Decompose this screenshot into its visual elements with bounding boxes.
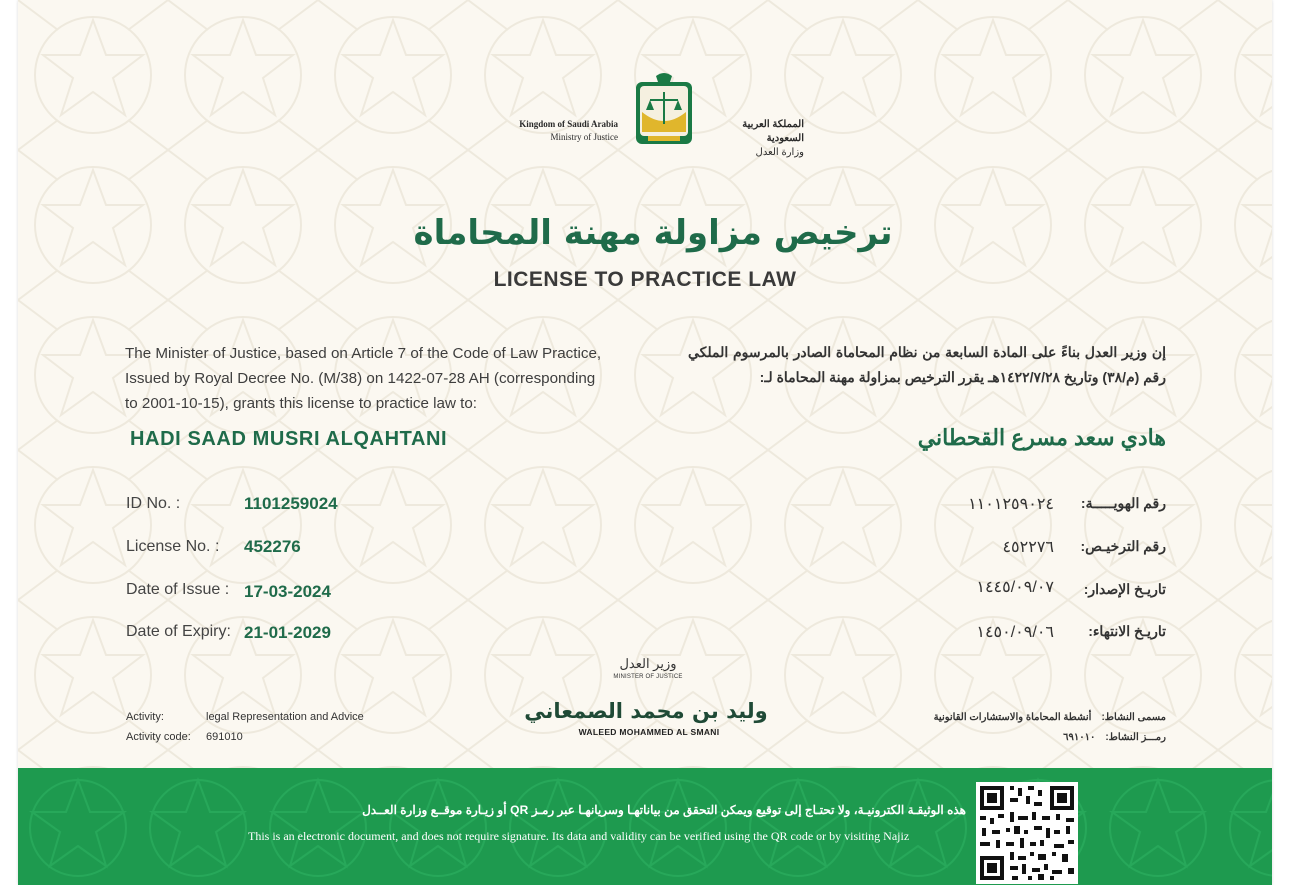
intro-line-2: Issued by Royal Decree No. (M/38) on 1422-07-28 AH (corresponding: [125, 370, 596, 387]
intro-line-3: to 2001-10-15), grants this license to practice law to:: [125, 395, 478, 412]
activity-code-value: 691010: [206, 731, 243, 743]
footer-pattern: [18, 768, 1272, 885]
holder-name-ar: هادي سعد مسرع القحطاني: [917, 425, 1166, 450]
expiry-date-label-ar: تاريـخ الانتهاء:: [1088, 623, 1166, 639]
verification-footer: [18, 768, 1272, 885]
issue-date-label-ar: تاريـخ الإصدار:: [1083, 581, 1166, 597]
activity-code-row: [126, 731, 243, 743]
license-value-ar: ٤٥٢٢٧٦: [1002, 539, 1054, 556]
id-value-ar: ١١٠١٢٥٩٠٢٤: [968, 496, 1054, 513]
intro-text-ar: إن وزير العدل بناءً على المادة السابعة من نظام المحاماة الصادر بالمرسوم الملكي رقم (م/٣٨) وتاريخ ١٤٢٢/٧/٢٨هـ يقرر الترخيص بمزاولة مهنة المحاماة لـ:: [688, 344, 1166, 385]
minister-title-ar: وزير العدل: [619, 656, 677, 671]
minister-signature: [524, 692, 768, 726]
activity-row: [126, 711, 364, 723]
license-certificate: [18, 0, 1272, 885]
activity-row-ar: [934, 712, 1166, 723]
activity-code-label: Activity code:: [126, 731, 191, 743]
issue-date-value: 17-03-2024: [244, 582, 331, 601]
issue-date-value-ar: ١٤٤٥/٠٩/٠٧: [976, 579, 1054, 596]
activity-code-label-ar: رمـــز النشاط:: [1105, 732, 1166, 743]
license-label-ar: رقم الترخيـص:: [1080, 538, 1166, 554]
activity-value-ar: أنشطة المحاماة والاستشارات القانونية: [933, 712, 1092, 723]
id-label-ar: رقم الهويـــــة:: [1080, 495, 1166, 511]
ministry-en: Ministry of Justice: [550, 132, 618, 142]
arabic-calligraphy-title: [413, 196, 893, 262]
activity-code-row-ar: [1063, 732, 1166, 743]
intro-line-1: The Minister of Justice, based on Article 7 of the Code of Law Practice,: [125, 345, 602, 362]
calligraphy-text: ترخيص مزاولة مهنة المحاماة: [413, 213, 893, 253]
activity-label-ar: مسمى النشاط:: [1101, 712, 1166, 723]
footer-note-ar: هذه الوثيقـة الكترونيـة، ولا تحتـاج إلى توقيع ويمكن التحقق من بياناتهـا وسريانهـا عبر رمـز QR أو زيـارة موقــع وزارة العــدل: [362, 803, 966, 817]
country-name-ar: المملكة العربية السعودية: [742, 119, 804, 144]
verification-qr-code[interactable]: [976, 782, 1078, 884]
country-name-en: Kingdom of Saudi Arabia: [519, 119, 618, 129]
minister-title-en: MINISTER OF JUSTICE: [613, 674, 683, 680]
minister-name-en: WALEED MOHAMMED AL SMANI: [578, 727, 720, 737]
id-label: ID No. :: [126, 495, 181, 512]
ministry-logo-block: [504, 72, 804, 158]
id-value: 1101259024: [244, 494, 338, 513]
holder-name-en: HADI SAAD MUSRI ALQAHTANI: [130, 428, 448, 450]
ministry-emblem-icon: [634, 72, 694, 148]
activity-value: legal Representation and Advice: [206, 711, 364, 723]
intro-text-en: [125, 341, 625, 416]
license-title-en: LICENSE TO PRACTICE LAW: [493, 268, 797, 291]
ministry-ar: وزارة العدل: [755, 147, 804, 158]
ministry-name-ar: [704, 118, 804, 160]
issue-date-label: Date of Issue :: [126, 581, 230, 598]
ministry-name-en: [519, 118, 618, 144]
minister-title: [588, 656, 708, 680]
license-label: License No. :: [126, 538, 220, 555]
signature-text: وليد بن محمد الصمعاني: [524, 699, 768, 723]
expiry-date-value-ar: ١٤٥٠/٠٩/٠٦: [976, 624, 1054, 641]
expiry-date-value: 21-01-2029: [244, 623, 331, 642]
activity-label: Activity:: [126, 711, 164, 723]
footer-note-en: This is an electronic document, and does not require signature. Its data and validity can be verified using the QR code or by visiting Najiz: [248, 829, 910, 843]
activity-code-value-ar: ٦٩١٠١٠: [1063, 732, 1096, 743]
expiry-date-label: Date of Expiry:: [126, 623, 231, 640]
license-value: 452276: [244, 537, 301, 556]
